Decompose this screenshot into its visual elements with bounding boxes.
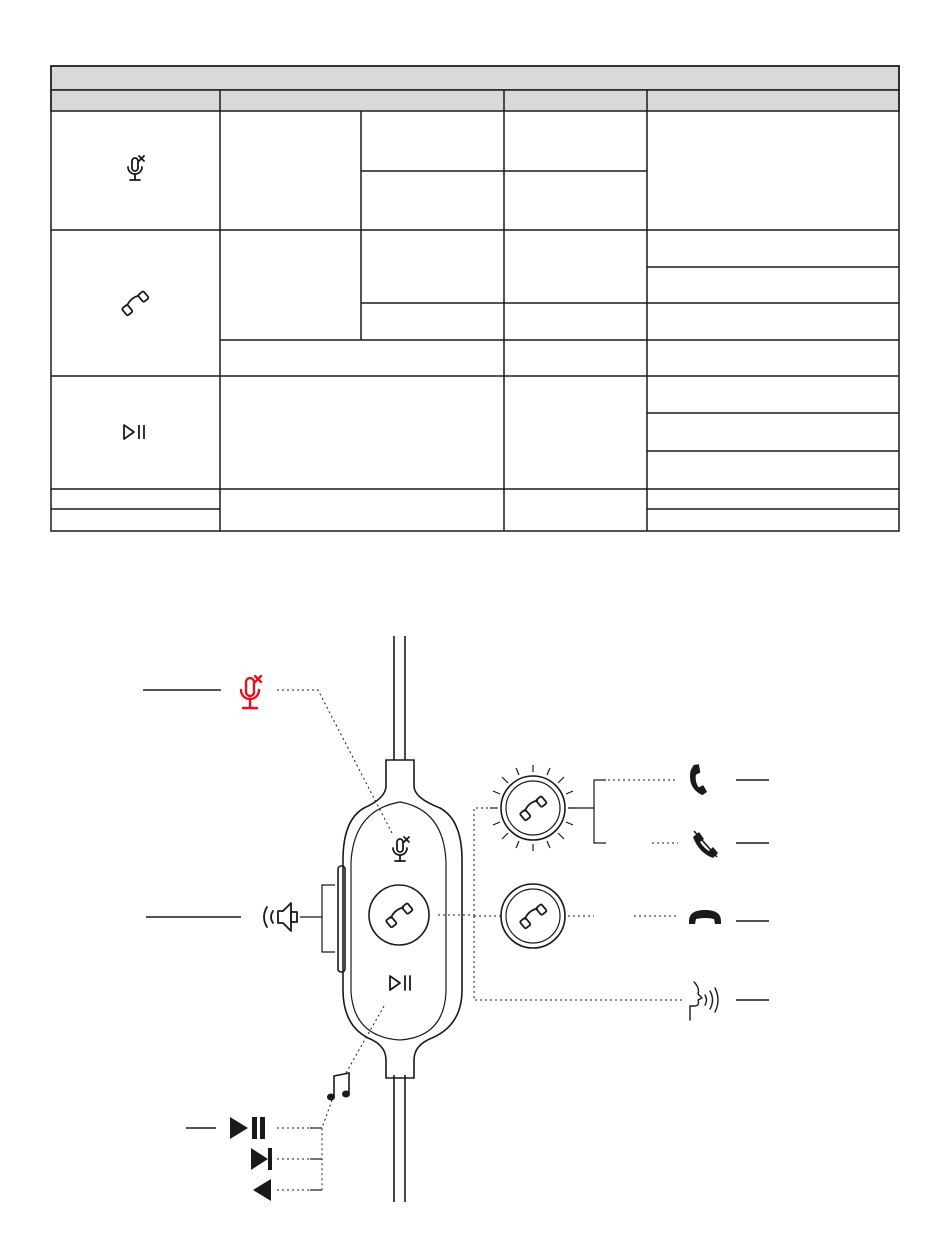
table-header-row (51, 90, 899, 111)
phone-answer-icon (687, 763, 712, 796)
mic-mute-led-icon (241, 676, 261, 708)
mic-mute-icon (393, 837, 409, 861)
remote-mute-button[interactable] (393, 837, 409, 861)
previous-track-icon (253, 1179, 271, 1201)
phone-handset-icon (385, 902, 413, 928)
call-blinking-indicator (490, 765, 576, 851)
blink-rays (490, 765, 576, 851)
remote-body (338, 760, 462, 1078)
volume-leader (300, 885, 335, 917)
speaking-head-icon (690, 982, 718, 1020)
inline-remote-diagram (0, 560, 950, 1241)
controls-table (50, 65, 902, 535)
phone-handset-icon (121, 290, 149, 316)
play-pause-icon (124, 425, 144, 439)
call-leader-top (438, 808, 501, 915)
phone-handset-blinking-icon (519, 795, 547, 821)
music-note-icon (327, 1073, 350, 1101)
mic-mute-icon (128, 156, 144, 180)
next-track-icon (251, 1148, 272, 1170)
remote-call-button[interactable] (369, 885, 429, 945)
speaker-icon (264, 903, 297, 931)
call-steady-indicator (501, 884, 565, 948)
volume-rocker[interactable] (338, 866, 345, 972)
media-leader (346, 1006, 384, 1073)
play-pause-icon (390, 976, 410, 990)
call-leader-bottom (474, 916, 684, 1000)
phone-hangup-icon (689, 910, 721, 924)
call-state-label-lines (736, 780, 769, 1000)
table-title-row (51, 66, 899, 90)
cable (394, 636, 405, 1202)
phone-handset-steady-icon (519, 903, 547, 929)
play-pause-action-icon (230, 1117, 265, 1139)
phone-decline-icon (693, 831, 718, 858)
remote-play-pause-button[interactable] (390, 976, 410, 990)
